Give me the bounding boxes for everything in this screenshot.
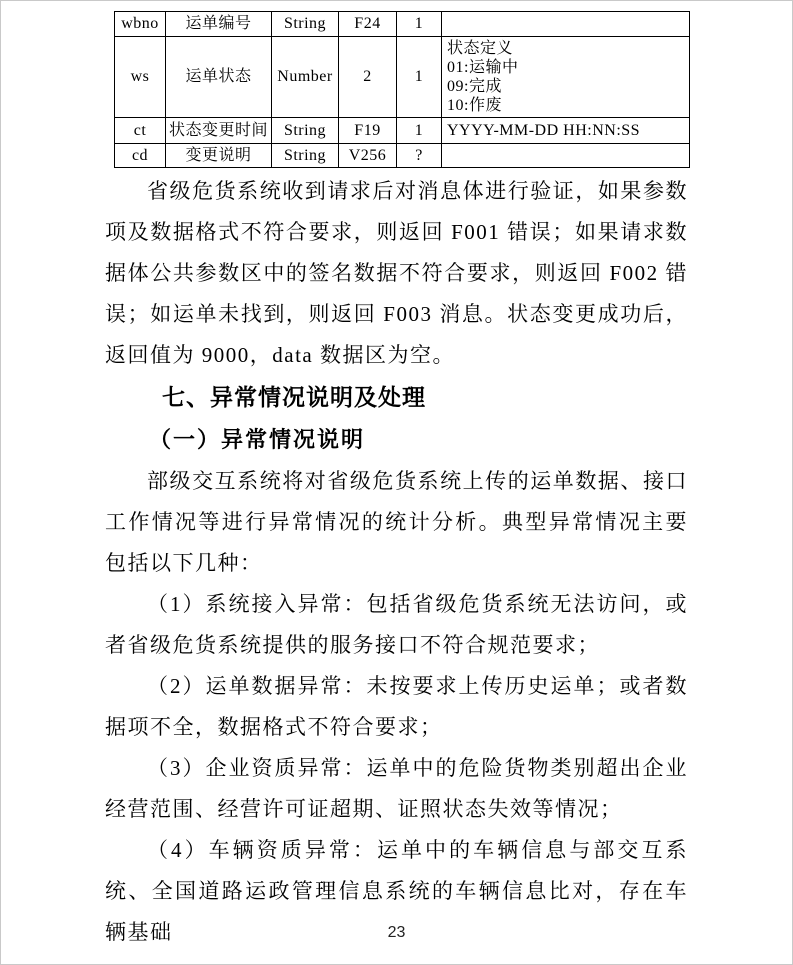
cell-field-remark: YYYY-MM-DD HH:NN:SS	[442, 118, 690, 144]
cell-field-length: 2	[339, 37, 397, 118]
cell-field-desc: 运单编号	[166, 12, 272, 37]
cell-field-name: ct	[115, 118, 166, 144]
cell-field-name: cd	[115, 144, 166, 168]
cell-field-type: Number	[272, 37, 339, 118]
cell-field-type: String	[272, 118, 339, 144]
cell-field-desc: 状态变更时间	[166, 118, 272, 144]
table-row-ws	[115, 37, 690, 118]
list-item-4-vehicle-qualification: （4）车辆资质异常：运单中的车辆信息与部交互系统、全国道路运政管理信息系统的车辆信息比对，存在车辆基础	[105, 838, 688, 944]
cell-field-name: ws	[115, 37, 166, 118]
cell-field-desc: 运单状态	[166, 37, 272, 118]
subsection-heading-1: （一）异常情况说明	[149, 427, 366, 452]
status-definition-line: 10:作废	[447, 97, 502, 114]
cell-field-length: F19	[339, 118, 397, 144]
cell-field-remark	[442, 37, 690, 118]
page-number: 23	[387, 924, 406, 941]
table-row-cd	[115, 144, 690, 168]
list-item-2-waybill-data: （2）运单数据异常：未按要求上传历史运单；或者数据项不全，数据格式不符合要求；	[105, 674, 688, 739]
table-row-wbno	[115, 12, 690, 37]
paragraph-exception-intro: 部级交互系统将对省级危货系统上传的运单数据、接口工作情况等进行异常情况的统计分析。典型异常情况主要包括以下几种：	[105, 469, 688, 575]
cell-field-required: 1	[397, 12, 442, 37]
cell-field-type: String	[272, 144, 339, 168]
cell-field-remark	[442, 12, 690, 37]
status-definition-line: 状态定义	[447, 40, 514, 57]
cell-field-name: wbno	[115, 12, 166, 37]
cell-field-length: V256	[339, 144, 397, 168]
cell-field-type: String	[272, 12, 339, 37]
table-row-ct	[115, 118, 690, 144]
cell-field-required: 1	[397, 118, 442, 144]
cell-field-desc: 变更说明	[166, 144, 272, 168]
field-definition-table	[114, 11, 690, 168]
cell-field-remark	[442, 144, 690, 168]
paragraph-validation-rules: 省级危货系统收到请求后对消息体进行验证，如果参数项及数据格式不符合要求，则返回 F001 错误；如果请求数据体公共参数区中的签名数据不符合要求，则返回 F002 错误；如运单未找到，则返回 F003 消息。状态变更成功后，返回值为 9000，data 数据区为空。	[105, 179, 688, 367]
page-content	[1, 1, 792, 953]
cell-field-required: 1	[397, 37, 442, 118]
status-definition-line: 01:运输中	[447, 59, 519, 76]
exception-list	[105, 584, 688, 953]
cell-field-length: F24	[339, 12, 397, 37]
cell-field-required: ?	[397, 144, 442, 168]
status-definition-line: 09:完成	[447, 78, 502, 95]
list-item-1-system-access: （1）系统接入异常：包括省级危货系统无法访问，或者省级危货系统提供的服务接口不符合规范要求；	[105, 592, 688, 657]
section-heading-7: 七、异常情况说明及处理	[162, 384, 426, 410]
list-item-3-enterprise-qualification: （3）企业资质异常：运单中的危险货物类别超出企业经营范围、经营许可证超期、证照状态失效等情况；	[105, 756, 688, 821]
